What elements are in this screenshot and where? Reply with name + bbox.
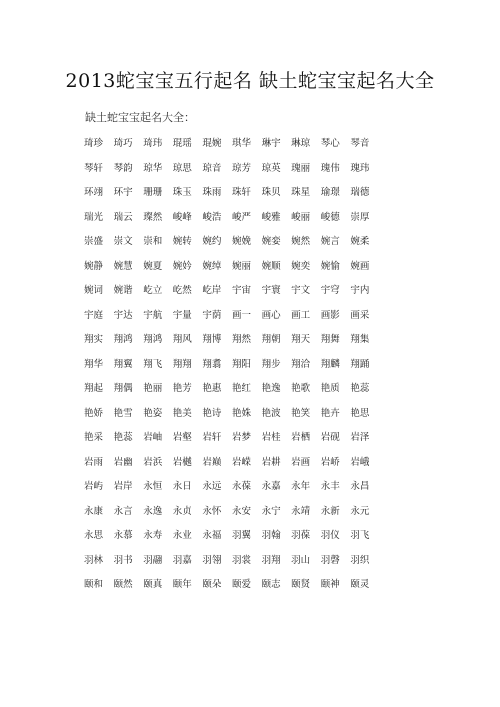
name-cell: 琨瑶: [172, 138, 192, 150]
name-row: [84, 424, 384, 449]
name-cell: 翔华: [84, 358, 104, 370]
name-cell: 永怀: [202, 505, 222, 517]
name-cell: 婉娩: [231, 236, 251, 248]
name-cell: 琦玮: [143, 138, 163, 150]
name-cell: 琴心: [320, 138, 340, 150]
name-cell: 羽嘉: [172, 554, 192, 566]
name-cell: 瑰伟: [320, 162, 340, 174]
name-cell: 婉丽: [231, 260, 251, 272]
name-cell: 岩雨: [84, 456, 104, 468]
name-cell: 永慕: [113, 530, 133, 542]
name-cell: 婉约: [202, 236, 222, 248]
name-cell: 琳宇: [261, 138, 281, 150]
name-cell: 珠轩: [231, 187, 251, 199]
name-cell: 羽飞: [350, 530, 370, 542]
name-cell: 琨婉: [202, 138, 222, 150]
name-cell: 翔飞: [143, 358, 163, 370]
name-cell: 画工: [291, 309, 311, 321]
name-cell: 羽葆: [291, 530, 311, 542]
name-cell: 翔洽: [291, 358, 311, 370]
name-cell: 岩泽: [350, 432, 370, 444]
name-cell: 宇穹: [320, 285, 340, 297]
name-cell: 羽磬: [320, 554, 340, 566]
name-cell: 永宁: [261, 505, 281, 517]
name-cell: 翔翥: [202, 358, 222, 370]
name-cell: 羽书: [113, 554, 133, 566]
name-cell: 婉绰: [202, 260, 222, 272]
name-cell: 岩巅: [202, 456, 222, 468]
name-cell: 珠星: [291, 187, 311, 199]
section-heading: 缺土蛇宝宝起名大全：: [85, 111, 195, 124]
name-cell: 翔阳: [231, 358, 251, 370]
name-cell: 岩嵘: [231, 456, 251, 468]
name-cell: 琦巧: [113, 138, 133, 150]
name-cell: 艳雪: [113, 407, 133, 419]
name-cell: 婉画: [350, 260, 370, 272]
name-cell: 琦珍: [84, 138, 104, 150]
name-cell: 翔起: [84, 383, 104, 395]
name-cell: 颐贤: [291, 579, 311, 591]
name-cell: 永业: [172, 530, 192, 542]
name-cell: 瑰玮: [350, 162, 370, 174]
name-cell: 颐朵: [202, 579, 222, 591]
name-cell: 羽山: [291, 554, 311, 566]
name-cell: 环翊: [84, 187, 104, 199]
name-cell: 羽织: [350, 554, 370, 566]
name-cell: 琼音: [202, 162, 222, 174]
name-cell: 颐然: [113, 579, 133, 591]
name-cell: 琼英: [261, 162, 281, 174]
name-cell: 岩壑: [172, 432, 192, 444]
name-cell: 永安: [231, 505, 251, 517]
name-cell: 羽林: [84, 554, 104, 566]
name-cell: 翔鸿: [143, 334, 163, 346]
name-cell: 羽翼: [231, 530, 251, 542]
name-cell: 颐志: [261, 579, 281, 591]
name-cell: 永恒: [143, 481, 163, 493]
name-row: [84, 351, 384, 376]
name-cell: 琳琼: [291, 138, 311, 150]
name-cell: 翔天: [291, 334, 311, 346]
name-cell: 峻浩: [202, 211, 222, 223]
name-cell: 崇和: [143, 236, 163, 248]
name-cell: 艳思: [350, 407, 370, 419]
name-cell: 翔翼: [113, 358, 133, 370]
name-row: [84, 155, 384, 180]
name-cell: 岩岫: [143, 432, 163, 444]
name-cell: 永年: [291, 481, 311, 493]
name-cell: 婉静: [84, 260, 104, 272]
name-cell: 琼思: [172, 162, 192, 174]
name-cell: 屹立: [143, 285, 163, 297]
name-cell: 岩樾: [172, 456, 192, 468]
name-cell: 岩峨: [350, 456, 370, 468]
name-cell: 永思: [84, 530, 104, 542]
name-cell: 艳质: [320, 383, 340, 395]
name-cell: 翔鸿: [113, 334, 133, 346]
name-cell: 瑞光: [84, 211, 104, 223]
name-cell: 羽裳: [231, 554, 251, 566]
name-cell: 羽翰: [261, 530, 281, 542]
name-cell: 岩轩: [202, 432, 222, 444]
name-row: [84, 179, 384, 204]
name-cell: 永逸: [143, 505, 163, 517]
name-cell: 岩梦: [231, 432, 251, 444]
name-cell: 宇寰: [261, 285, 281, 297]
name-cell: 永康: [84, 505, 104, 517]
name-cell: 颐真: [143, 579, 163, 591]
name-row: [84, 571, 384, 596]
name-cell: 画采: [350, 309, 370, 321]
name-cell: 婉娈: [261, 236, 281, 248]
name-cell: 永新: [320, 505, 340, 517]
name-cell: 艳丽: [143, 383, 163, 395]
name-cell: 艳惠: [202, 383, 222, 395]
name-cell: 珠玉: [172, 187, 192, 199]
name-cell: 婉言: [320, 236, 340, 248]
name-cell: 艳歌: [291, 383, 311, 395]
name-cell: 羽仪: [320, 530, 340, 542]
name-cell: 艳逸: [261, 383, 281, 395]
name-cell: 琼华: [143, 162, 163, 174]
name-row: [84, 228, 384, 253]
name-cell: 永日: [172, 481, 192, 493]
name-cell: 翔朝: [261, 334, 281, 346]
name-cell: 瑜璟: [320, 187, 340, 199]
name-row: [84, 449, 384, 474]
name-cell: 永元: [350, 505, 370, 517]
name-cell: 崇厚: [350, 211, 370, 223]
name-cell: 画一: [231, 309, 251, 321]
name-cell: 瑞德: [350, 187, 370, 199]
name-cell: 艳姝: [231, 407, 251, 419]
name-cell: 宇宙: [231, 285, 251, 297]
name-cell: 岩屿: [84, 481, 104, 493]
name-cell: 珊珊: [143, 187, 163, 199]
name-cell: 艳蕊: [350, 383, 370, 395]
name-cell: 艳笑: [291, 407, 311, 419]
name-cell: 岩幽: [113, 456, 133, 468]
name-cell: 艳诗: [202, 407, 222, 419]
name-cell: 峻严: [231, 211, 251, 223]
name-grid: [84, 130, 384, 596]
name-cell: 婉愉: [320, 260, 340, 272]
name-row: [84, 498, 384, 523]
name-cell: 颐灵: [350, 579, 370, 591]
name-cell: 艳采: [84, 432, 104, 444]
name-cell: 岩耕: [261, 456, 281, 468]
name-cell: 峻德: [320, 211, 340, 223]
page-title: 2013蛇宝宝五行起名 缺土蛇宝宝起名大全: [65, 70, 435, 92]
name-cell: 璨然: [143, 211, 163, 223]
name-cell: 宇文: [291, 285, 311, 297]
name-cell: 翔舞: [320, 334, 340, 346]
name-cell: 翔实: [84, 334, 104, 346]
name-cell: 艳美: [172, 407, 192, 419]
name-cell: 珠雨: [202, 187, 222, 199]
name-row: [84, 277, 384, 302]
name-cell: 宇内: [350, 285, 370, 297]
name-cell: 峻峰: [172, 211, 192, 223]
name-cell: 婉谐: [113, 285, 133, 297]
name-cell: 艳娇: [84, 407, 104, 419]
name-cell: 瑰丽: [291, 162, 311, 174]
name-cell: 翔集: [350, 334, 370, 346]
name-row: [84, 326, 384, 351]
name-cell: 永丰: [320, 481, 340, 493]
name-cell: 宇荫: [202, 309, 222, 321]
name-cell: 艳红: [231, 383, 251, 395]
name-cell: 翔踊: [350, 358, 370, 370]
name-cell: 永昌: [350, 481, 370, 493]
name-cell: 宇量: [172, 309, 192, 321]
name-cell: 羽翔: [261, 554, 281, 566]
name-row: [84, 547, 384, 572]
name-row: [84, 375, 384, 400]
name-cell: 翔然: [231, 334, 251, 346]
name-cell: 琴轩: [84, 162, 104, 174]
name-cell: 画影: [320, 309, 340, 321]
name-cell: 环宇: [113, 187, 133, 199]
name-cell: 艳芳: [172, 383, 192, 395]
name-cell: 永寿: [143, 530, 163, 542]
name-cell: 艳姿: [143, 407, 163, 419]
name-cell: 峻雅: [261, 211, 281, 223]
name-cell: 婉词: [84, 285, 104, 297]
name-cell: 永言: [113, 505, 133, 517]
name-cell: 婉柔: [350, 236, 370, 248]
name-row: [84, 400, 384, 425]
name-cell: 婉转: [172, 236, 192, 248]
name-cell: 岩峤: [320, 456, 340, 468]
name-cell: 羽翎: [202, 554, 222, 566]
name-cell: 岩栖: [291, 432, 311, 444]
name-cell: 翔步: [261, 358, 281, 370]
name-cell: 翔博: [202, 334, 222, 346]
name-cell: 艳波: [261, 407, 281, 419]
name-cell: 永靖: [291, 505, 311, 517]
name-cell: 岩桂: [261, 432, 281, 444]
name-cell: 岩浜: [143, 456, 163, 468]
name-cell: 颐爱: [231, 579, 251, 591]
name-cell: 永福: [202, 530, 222, 542]
name-row: [84, 522, 384, 547]
name-row: [84, 130, 384, 155]
name-cell: 艳蕊: [113, 432, 133, 444]
name-cell: 翔翔: [172, 358, 192, 370]
name-cell: 婉夏: [143, 260, 163, 272]
name-cell: 宇达: [113, 309, 133, 321]
name-cell: 岩砚: [320, 432, 340, 444]
name-cell: 瑞云: [113, 211, 133, 223]
name-cell: 翔麟: [320, 358, 340, 370]
name-cell: 岩岸: [113, 481, 133, 493]
name-cell: 画心: [261, 309, 281, 321]
name-cell: 颐神: [320, 579, 340, 591]
name-cell: 永远: [202, 481, 222, 493]
name-cell: 琪华: [231, 138, 251, 150]
name-cell: 宇航: [143, 309, 163, 321]
name-cell: 婉慧: [113, 260, 133, 272]
name-cell: 崇盛: [84, 236, 104, 248]
name-cell: 艳卉: [320, 407, 340, 419]
name-cell: 屹然: [172, 285, 192, 297]
name-cell: 珠贝: [261, 187, 281, 199]
name-cell: 永葆: [231, 481, 251, 493]
name-cell: 颐和: [84, 579, 104, 591]
name-cell: 永嘉: [261, 481, 281, 493]
name-cell: 琼芳: [231, 162, 251, 174]
name-cell: 翔风: [172, 334, 192, 346]
name-cell: 峻丽: [291, 211, 311, 223]
name-cell: 宇庭: [84, 309, 104, 321]
name-cell: 岩画: [291, 456, 311, 468]
name-cell: 崇文: [113, 236, 133, 248]
name-cell: 羽翮: [143, 554, 163, 566]
name-row: [84, 302, 384, 327]
name-cell: 婉顺: [261, 260, 281, 272]
name-cell: 婉奕: [291, 260, 311, 272]
name-cell: 婉妗: [172, 260, 192, 272]
name-row: [84, 204, 384, 229]
name-cell: 永贞: [172, 505, 192, 517]
name-row: [84, 473, 384, 498]
name-cell: 屹岸: [202, 285, 222, 297]
name-row: [84, 253, 384, 278]
name-cell: 琴音: [350, 138, 370, 150]
name-cell: 颐年: [172, 579, 192, 591]
name-cell: 翔偶: [113, 383, 133, 395]
name-cell: 琴韵: [113, 162, 133, 174]
name-cell: 婉然: [291, 236, 311, 248]
